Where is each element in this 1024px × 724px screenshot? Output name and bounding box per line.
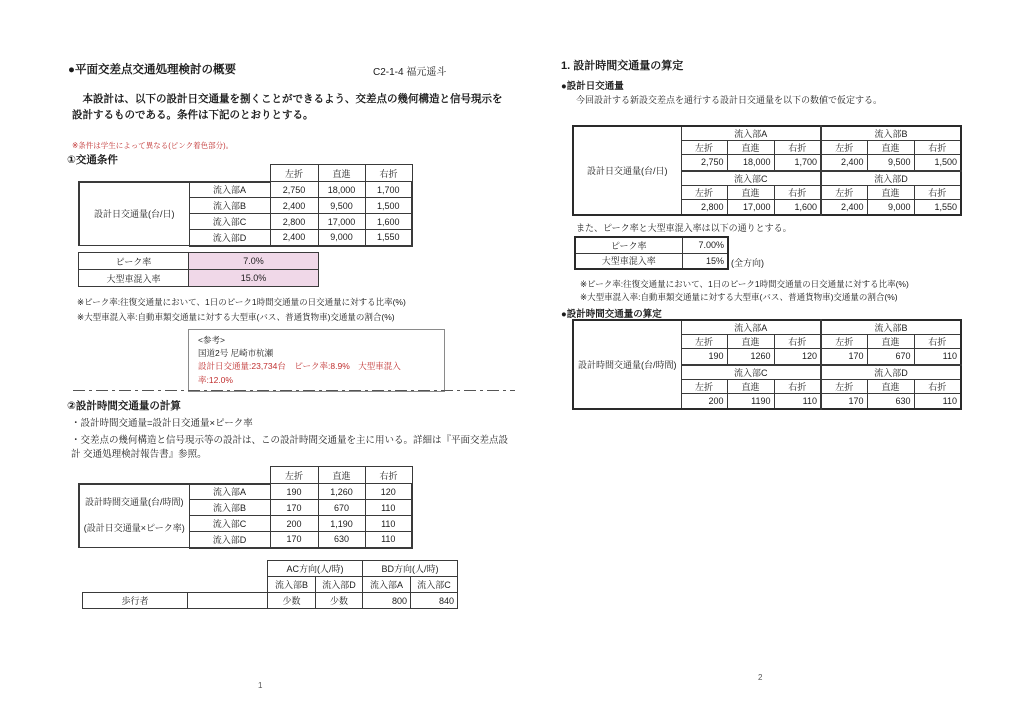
- rate-value-cell: 7.0%: [189, 253, 319, 270]
- approach-label-cell: 流入部D: [189, 532, 270, 548]
- reference-values: 設計日交通量:23,734台 ピーク率:8.9% 大型車混入率:12.0%: [198, 361, 401, 385]
- approach-label-cell: 流入部C: [189, 214, 270, 230]
- hourly-traffic-table: [78, 466, 413, 549]
- value-cell: 1,600: [365, 214, 412, 230]
- peak-rate-note: ※ピーク率:往復交通量において、1日のピーク1時間交通量の日交通量に対する比率(%): [77, 297, 406, 307]
- approach-group-header: 流入部A: [681, 320, 821, 335]
- column-header: 右折: [365, 467, 412, 484]
- spacer-cell: [189, 467, 270, 484]
- direction-group-header: AC方向(人/時): [268, 561, 363, 577]
- rate-label-cell: ピーク率: [575, 237, 682, 253]
- spacer-cell: [189, 165, 270, 182]
- value-cell: 2,400: [821, 155, 867, 171]
- value-cell: 170: [270, 500, 318, 516]
- peak-rate-table: [78, 252, 319, 287]
- value-cell: 1,260: [318, 484, 365, 500]
- reference-title: <参考>: [198, 335, 225, 345]
- table-row: [575, 237, 728, 253]
- table-header-row: [83, 561, 458, 577]
- value-cell: 18,000: [318, 182, 365, 198]
- row-label-cell: 設計日交通量(台/日): [79, 182, 189, 246]
- daily-volume-subheading: ●設計日交通量: [561, 81, 624, 92]
- daily-volume-table: [572, 125, 962, 216]
- value-cell: 2,400: [821, 199, 867, 215]
- column-header: 右折: [774, 141, 821, 155]
- table-row: [79, 270, 319, 287]
- column-header: 直進: [727, 379, 774, 393]
- page-title: ●平面交差点交通処理検討の概要: [68, 64, 236, 76]
- intro-paragraph: 本設計は、以下の設計日交通量を捌くことができるよう、交差点の幾何構造と信号現示を設計するものである。条件は下記のとおりとする。: [72, 93, 503, 121]
- row-label-cell: 歩行者: [83, 593, 188, 609]
- table-row: [83, 593, 458, 609]
- approach-group-header: 流入部D: [821, 365, 961, 380]
- usage-bullet: ・交差点の幾何構造と信号現示等の設計は、この設計時間交通量を主に用いる。詳細は『平面交差点設計 交通処理検討報告書』参照。: [71, 435, 509, 460]
- value-cell: 120: [365, 484, 412, 500]
- value-cell: 2,400: [270, 198, 318, 214]
- table-row: [79, 253, 319, 270]
- value-cell: 2,800: [681, 199, 727, 215]
- value-cell: 170: [270, 532, 318, 548]
- value-cell: 9,000: [318, 230, 365, 246]
- spacer-cell: [188, 561, 268, 577]
- page-left: [55, 0, 515, 724]
- rate-label-cell: ピーク率: [79, 253, 189, 270]
- table-header-row: [79, 467, 412, 484]
- column-header: 左折: [681, 141, 727, 155]
- column-header: 流入部A: [363, 577, 411, 593]
- value-cell: 1,700: [774, 155, 821, 171]
- direction-group-header: BD方向(人/時): [363, 561, 458, 577]
- value-cell: 少数: [268, 593, 316, 609]
- column-header: 左折: [821, 185, 867, 199]
- value-cell: 1,600: [774, 199, 821, 215]
- rate-label-cell: 大型車混入率: [79, 270, 189, 287]
- row-label-cell: [79, 484, 189, 548]
- table-header-row: [573, 320, 961, 335]
- value-cell: 670: [318, 500, 365, 516]
- column-header: 直進: [727, 335, 774, 349]
- column-header: 左折: [821, 379, 867, 393]
- value-cell: 110: [365, 532, 412, 548]
- column-header: 直進: [318, 467, 365, 484]
- row-label-line1: 設計時間交通量(台/時間): [85, 497, 184, 508]
- column-header: 流入部D: [316, 577, 363, 593]
- value-cell: 670: [867, 349, 914, 365]
- value-cell: 17,000: [318, 214, 365, 230]
- column-header: 直進: [318, 165, 365, 182]
- column-header: 右折: [774, 335, 821, 349]
- approach-group-header: 流入部A: [681, 126, 821, 141]
- approach-group-header: 流入部C: [681, 365, 821, 380]
- value-cell: 17,000: [727, 199, 774, 215]
- condition-note: ※条件は学生によって異なる(ピンク着色部分)。: [72, 141, 234, 150]
- approach-label-cell: 流入部B: [189, 500, 270, 516]
- value-cell: 2,750: [270, 182, 318, 198]
- column-header: 直進: [867, 185, 914, 199]
- column-header: 左折: [681, 185, 727, 199]
- rate-value-cell: 15%: [682, 253, 728, 269]
- column-header: 流入部B: [268, 577, 316, 593]
- approach-label-cell: 流入部B: [189, 198, 270, 214]
- row-label-cell: 設計時間交通量(台/時間): [573, 320, 681, 409]
- approach-group-header: 流入部C: [681, 171, 821, 186]
- value-cell: 1260: [727, 349, 774, 365]
- value-cell: 9,000: [867, 199, 914, 215]
- value-cell: 1190: [727, 393, 774, 409]
- value-cell: 190: [681, 349, 727, 365]
- section-divider: [73, 390, 515, 391]
- heavy-vehicle-note: ※大型車混入率:自動車類交通量に対する大型車(バス、普通貨物車)交通量の割合(%): [77, 312, 395, 322]
- daily-traffic-table: [78, 164, 413, 247]
- pedestrian-table: [82, 560, 458, 609]
- column-header: 左折: [681, 379, 727, 393]
- value-cell: 170: [821, 393, 867, 409]
- value-cell: 630: [318, 532, 365, 548]
- row-label-cell: 設計日交通量(台/日): [573, 126, 681, 215]
- value-cell: 1,550: [914, 199, 961, 215]
- column-header: 直進: [727, 141, 774, 155]
- table-header-row: [79, 165, 412, 182]
- page-number: 2: [758, 673, 763, 682]
- value-cell: 110: [365, 500, 412, 516]
- column-header: 左折: [681, 335, 727, 349]
- section-heading-traffic-conditions: ①交通条件: [67, 154, 118, 166]
- spacer-cell: [188, 577, 268, 593]
- value-cell: 2,750: [681, 155, 727, 171]
- table-header-row: [573, 126, 961, 141]
- value-cell: 18,000: [727, 155, 774, 171]
- reference-box: [188, 329, 445, 392]
- column-header: 左折: [821, 335, 867, 349]
- approach-group-header: 流入部D: [821, 171, 961, 186]
- spacer-cell: [79, 467, 189, 484]
- author-id: C2-1-4 福元遥斗: [373, 67, 447, 78]
- value-cell: 少数: [316, 593, 363, 609]
- approach-label-cell: 流入部A: [189, 182, 270, 198]
- value-cell: 630: [867, 393, 914, 409]
- value-cell: 9,500: [867, 155, 914, 171]
- section-heading-hourly-calc: ②設計時間交通量の計算: [67, 400, 181, 412]
- column-header: 右折: [365, 165, 412, 182]
- column-header: 右折: [914, 379, 961, 393]
- page-right: [555, 0, 1005, 724]
- hourly-volume-table: [572, 319, 962, 410]
- column-header: 右折: [774, 185, 821, 199]
- value-cell: 2,800: [270, 214, 318, 230]
- table-row: [575, 253, 728, 269]
- approach-label-cell: 流入部C: [189, 516, 270, 532]
- column-header: 左折: [821, 141, 867, 155]
- column-header: 直進: [867, 379, 914, 393]
- daily-volume-desc: 今回設計する新設交差点を通行する設計日交通量を以下の数値で仮定する。: [576, 95, 883, 105]
- peak-rate-note: ※ピーク率:往復交通量において、1日のピーク1時間交通量の日交通量に対する比率(%): [580, 279, 909, 289]
- value-cell: 110: [914, 349, 961, 365]
- page-number: 1: [258, 681, 263, 690]
- value-cell: 190: [270, 484, 318, 500]
- spacer-cell: [83, 561, 188, 577]
- column-header: 左折: [270, 165, 318, 182]
- approach-label-cell: 流入部A: [189, 484, 270, 500]
- value-cell: 170: [821, 349, 867, 365]
- value-cell: 110: [774, 393, 821, 409]
- column-header: 右折: [914, 141, 961, 155]
- column-header: 左折: [270, 467, 318, 484]
- value-cell: 800: [363, 593, 411, 609]
- table-row: [79, 182, 412, 198]
- spacer-cell: [83, 577, 188, 593]
- column-header: 右折: [774, 379, 821, 393]
- column-header: 直進: [867, 141, 914, 155]
- value-cell: 110: [914, 393, 961, 409]
- column-header: 流入部C: [411, 577, 458, 593]
- heavy-vehicle-note: ※大型車混入率:自動車類交通量に対する大型車(バス、普通貨物車)交通量の割合(%): [580, 292, 898, 302]
- main-heading: 1. 設計時間交通量の算定: [561, 60, 684, 72]
- value-cell: 1,190: [318, 516, 365, 532]
- formula-bullet: ・設計時間交通量=設計日交通量×ピーク率: [71, 418, 253, 429]
- value-cell: 120: [774, 349, 821, 365]
- value-cell: 840: [411, 593, 458, 609]
- spacer-cell: [79, 165, 189, 182]
- reference-location: 国道2号 尼崎市杭瀬: [198, 348, 274, 359]
- column-header: 右折: [914, 335, 961, 349]
- column-header: 右折: [914, 185, 961, 199]
- value-cell: 110: [365, 516, 412, 532]
- table-header-row: [83, 577, 458, 593]
- row-label-gap: [83, 509, 186, 523]
- all-directions-label: (全方向): [731, 258, 764, 268]
- approach-group-header: 流入部B: [821, 126, 961, 141]
- rate-value-cell: 15.0%: [189, 270, 319, 287]
- value-cell: 1,700: [365, 182, 412, 198]
- row-label-line2: (設計日交通量×ピーク率): [83, 522, 185, 533]
- rate-intro: また、ピーク率と大型車混入率は以下の通りとする。: [576, 223, 792, 233]
- value-cell: 200: [270, 516, 318, 532]
- value-cell: 1,500: [914, 155, 961, 171]
- table-row: [79, 484, 412, 500]
- approach-group-header: 流入部B: [821, 320, 961, 335]
- value-cell: 9,500: [318, 198, 365, 214]
- rate-table: [574, 236, 729, 270]
- empty-cell: [188, 593, 268, 609]
- value-cell: 1,550: [365, 230, 412, 246]
- value-cell: 200: [681, 393, 727, 409]
- rate-label-cell: 大型車混入率: [575, 253, 682, 269]
- column-header: 直進: [727, 185, 774, 199]
- column-header: 直進: [867, 335, 914, 349]
- value-cell: 1,500: [365, 198, 412, 214]
- approach-label-cell: 流入部D: [189, 230, 270, 246]
- rate-value-cell: 7.00%: [682, 237, 728, 253]
- hourly-subheading: ●設計時間交通量の算定: [561, 309, 662, 320]
- value-cell: 2,400: [270, 230, 318, 246]
